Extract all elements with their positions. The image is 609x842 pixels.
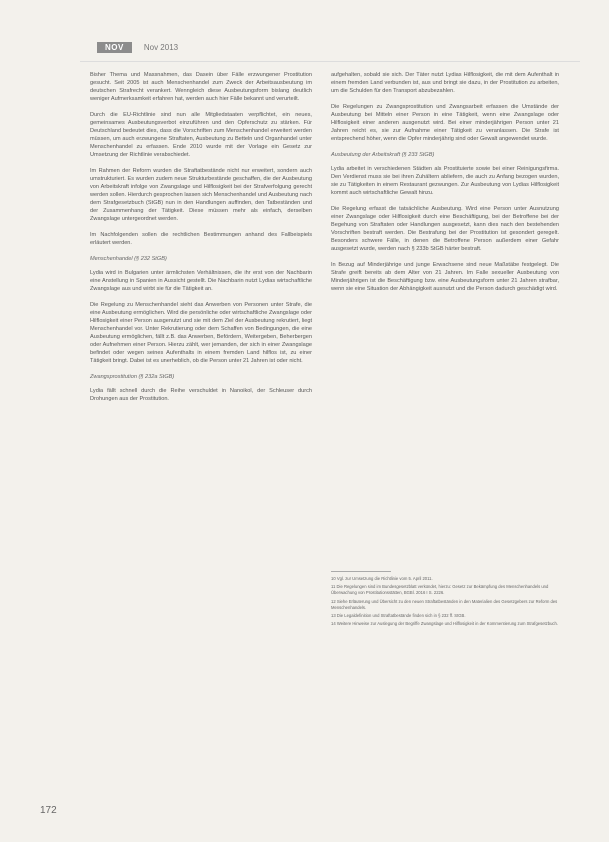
page-header (97, 40, 178, 54)
body-paragraph: In Bezug auf Minderjährige und junge Erwachsene sind neue Maßstäbe festgelegt. Die Strafe greift bereits ab dem Alter von 21 Jahren. Im Falle sexueller Ausbeutung von Minderjährigen ist die Beschäftigung bzw. eine Ausbeutungsform unter 21 Jahren strafbar, wenn sie eine Situation der Abhängigkeit ausnutzt und die Person dadurch geschädigt wird. (331, 262, 559, 292)
body-paragraph: Die Regelung erfasst die tatsächliche Ausbeutung. Wird eine Person unter Ausnutzung einer Zwangslage oder Hilflosigkeit durch eine Beschäftigung, bei der Betroffene bei der Begehung von Straftaten oder Handlungen ausgesetzt, kann dies nach den bestehenden Vorschriften bestraft werden. Die Bestrafung bei der Prostitution ist gesondert geregelt. Besonders schwere Fälle, in denen die Betroffene Person außerdem einer Gefahr ausgesetzt wurde, werden nach § 233b StGB härter bestraft. (331, 206, 559, 252)
body-paragraph: Im Rahmen der Reform wurden die Straftatbestände nicht nur erweitert, sondern auch umstrukturiert. Es wurden zudem neue Strukturbestände geschaffen, die der Ausbeutung von Arbeitskraft infolge von Zwangslage und Hilflosigkeit bei der Strafverfolgung gerecht werden sollen. Hierdurch gesprochen lassen sich Menschenhandel und Ausbeutung nach dem Strafgesetzbuch (StGB) nun in den Handlungen auffinden, den Tatbeständen und der Zusammenhang der Tätigkeit. Diese müssen mehr als einfach, derselben Zwangslage untergeordnet werden. (90, 168, 312, 222)
footnote-item: 11 Die Regelungen sind im Bundesgesetzblatt verkündet, hierzu: Gesetz zur Bekämpfung des Menschenhandels und Überwachung von Prostitutionsstätten, BGBl. 2016 I S. 2226. (331, 584, 549, 596)
body-paragraph: Im Nachfolgenden sollen die rechtlichen Bestimmungen anhand des Fallbeispiels erläutert werden. (90, 232, 312, 246)
body-paragraph: Durch die EU-Richtlinie sind nun alle Mitgliedstaaten verpflichtet, ein neues, gemeinsames Ausbeutungsverbot einzuführen und den Opferschutz zu stärken. Für Deutschland bedeutet dies, dass die Vorschriften zum Menschenhandel erweitert werden müssen, um auch erzwungene Straftaten, Ausbeutung zu Betteln und Organhandel unter Menschenhandel zu erfassen. Ende 2010 wurde mit der Vorlage ein Gesetz zur Umsetzung der Richtlinie verabschiedet. (90, 112, 312, 158)
issue-label: Nov 2013 (143, 42, 179, 52)
footnote-item: 10 Vgl. zur Umsetzung die Richtlinie vom 5. April 2011. (331, 576, 433, 581)
page-number: 172 (40, 805, 57, 816)
header-divider (80, 61, 580, 62)
body-paragraph: Lydia wird in Bulgarien unter ärmlichsten Verhältnissen, die ihr erst von der Nachbarin eine Anstellung in Spanien in Aussicht gestellt. Die Nachbarin nutzt Lydias wirtschaftliche Zwangslage aus und wirbt sie für die Tätigkeit an. (90, 270, 312, 292)
footnotes (331, 571, 559, 629)
footnote-rule (331, 571, 391, 572)
section-badge: NOV (97, 42, 132, 53)
section-subheading: Zwangsprostitution (§ 232a StGB) (90, 374, 175, 380)
left-text-column (90, 71, 312, 411)
body-paragraph: Die Regelungen zu Zwangsprostitution und Zwangsarbeit erfassen die Umstände der Ausbeutung bei Mitteln einer Person in eine Tätigkeit, wenn eine Zwangslage oder Hilflosigkeit einer anderen ausgenutzt wird. Bei einer minderjährigen Person unter 21 Jahren reicht es, sie zur Aufnahme einer Tätigkeit zu veranlassen. Die Strafe ist entsprechend höher, wenn die Opfer minderjährig sind oder Gewalt angewendet wurde. (331, 104, 559, 142)
footnote-item: 13 Die Legaldefinition und Straftatbestände finden sich in § 232 ff. StGB. (331, 613, 466, 619)
body-paragraph: Bisher Thema und Massnahmen, das Dasein über Fälle erzwungener Prostitution gesucht. Seit 2005 ist auch Menschenhandel zum Zweck der Arbeitsausbeutung im deutschen Strafrecht verankert. Wenngleich diese Ausbeutungsform bislang deutlich weniger Aufmerksamkeit erfahren hat, werden auch hier Fälle bekannt und verurteilt. (90, 72, 312, 102)
body-paragraph: Die Regelung zu Menschenhandel sieht das Anwerben von Personen unter Strafe, die eine Ausbeutung ermöglichen. Wird die persönliche oder wirtschaftliche Zwangslage oder Hilflosigkeit einer Person ausgenutzt und sie mit dem Ziel der Ausbeutung rekrutiert, liegt Menschenhandel vor. Unter Rekrutierung oder dem Schaffen von Bedingungen, die eine Ausbeutung ermöglichen, fällt z.B. das Anwerben, Befördern, Weitergeben, Beherbergen oder Aufnehmen einer Person. Hierzu zählt, wer jemanden, der sich in einer Zwangslage befindet oder wegen seines Aufenthalts in einem fremden Land hilflos ist, zu einer Tätigkeit bringt. Dabei ist es unerheblich, ob die Person unter 21 Jahren ist oder nicht. (90, 302, 312, 364)
section-subheading: Ausbeutung der Arbeitskraft (§ 233 StGB) (331, 152, 435, 158)
section-subheading: Menschenhandel (§ 232 StGB) (90, 256, 167, 262)
body-paragraph: Lydia fällt schnell durch die Reihe verschuldet in Nanoikol, der Schleuser durch Drohungen aus der Prostitution. (90, 388, 312, 402)
footnote-item: 14 Weitere Hinweise zur Auslegung der Begriffe Zwangslage und Hilflosigkeit in der Kommentierung zum Strafgesetzbuch. (331, 621, 559, 627)
body-paragraph: aufgehalten, sobald sie sich. Der Täter nutzt Lydias Hilflosigkeit, die mit dem Aufenthalt in einem fremden Land verbunden ist, aus und bringt sie dazu, in der Prostitution zu arbeiten, um die Schulden für den Transport abzubezahlen. (331, 72, 559, 94)
body-paragraph: Lydia arbeitet in verschiedenen Städten als Prostituierte sowie bei einer Reinigungsfirma. Den Verdienst muss sie bei ihren Zuhältern abliefern, die auch zu Anfang bezogen wurden, sie zu Tätigkeiten in einem Restaurant gezwungen. Zur Ausbeutung von Lydias Hilflosigkeit kommt auch wirtschaftliche Gewalt hinzu. (331, 166, 559, 196)
footnote-item: 12 Siehe Erläuterung und Übersicht zu den neuen Straftatbeständen in den Materialien des Gesetzgebers zur Reform des Menschenhandels. (331, 598, 558, 610)
right-text-column (331, 71, 559, 301)
